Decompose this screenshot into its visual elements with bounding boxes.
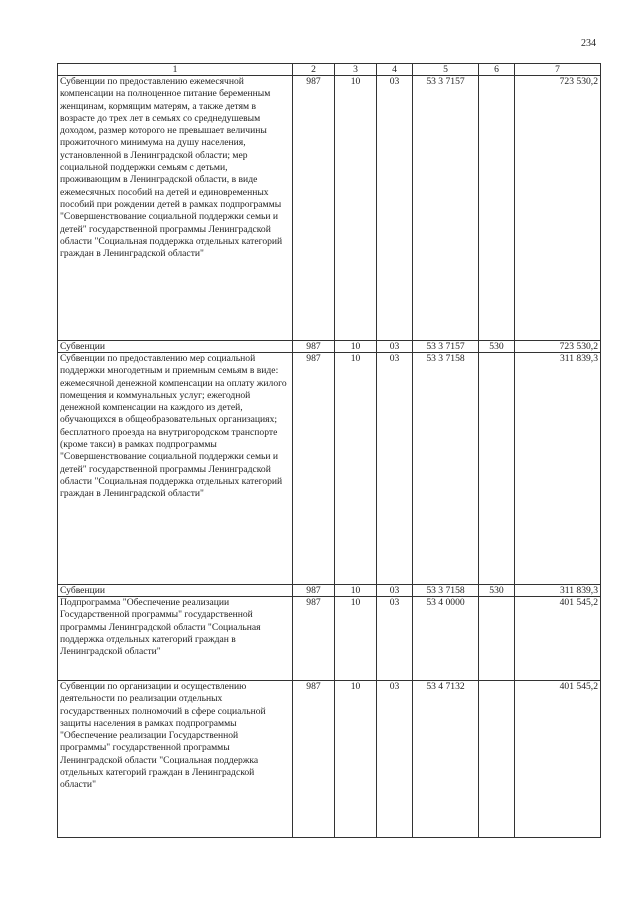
amount: 311 839,3 [515, 585, 601, 597]
target-article-code: 53 4 0000 [413, 597, 479, 681]
expense-type-code [479, 76, 515, 341]
column-header: 3 [335, 64, 377, 76]
item-name: Субвенции по предоставлению ежемесячной компенсации на полноценное питание беременным женщинам, кормящим матерям, а также детям в возрасте до трех лет в семьях со среднедушевым доходом, размер которого не превышает величины прожиточного минимума на душу населения, установленной в Ленинградской области; мер социальной поддержки семьям с детьми, проживающим в Ленинградской области, в виде ежемесячных пособий на детей и единовременных пособий при рождении детей в рамках подпрограммы "Совершенствование социальной поддержки семьи и детей" государственной программы Ленинградской области "Социальная поддержка отдельных категорий граждан в Ленинградской области" [58, 76, 293, 341]
section-code: 10 [335, 353, 377, 585]
budget-table [57, 63, 601, 838]
admin-code: 987 [293, 76, 335, 341]
target-article-code: 53 4 7132 [413, 681, 479, 838]
column-header: 4 [377, 64, 413, 76]
section-code: 10 [335, 585, 377, 597]
table-row [58, 76, 601, 341]
section-code: 10 [335, 341, 377, 353]
subsection-code: 03 [377, 353, 413, 585]
admin-code: 987 [293, 353, 335, 585]
table-row [58, 681, 601, 838]
section-code: 10 [335, 76, 377, 341]
table-row-subtotal [58, 585, 601, 597]
expense-type-code: 530 [479, 341, 515, 353]
column-header: 1 [58, 64, 293, 76]
table-row [58, 597, 601, 681]
amount: 723 530,2 [515, 76, 601, 341]
target-article-code: 53 3 7158 [413, 353, 479, 585]
table-row-subtotal [58, 341, 601, 353]
column-header: 6 [479, 64, 515, 76]
admin-code: 987 [293, 681, 335, 838]
table-row [58, 353, 601, 585]
page-number: 234 [581, 38, 596, 49]
amount: 311 839,3 [515, 353, 601, 585]
column-header: 5 [413, 64, 479, 76]
item-name: Субвенции по организации и осуществлению деятельности по реализации отдельных государственных полномочий в сфере социальной защиты населения в рамках подпрограммы "Обеспечение реализации Государственной программы" государственной программы Ленинградской области "Социальная поддержка отдельных категорий граждан в Ленинградской области" [58, 681, 293, 838]
subsection-code: 03 [377, 597, 413, 681]
expense-type-code [479, 597, 515, 681]
subsection-code: 03 [377, 76, 413, 341]
amount: 401 545,2 [515, 597, 601, 681]
target-article-code: 53 3 7157 [413, 76, 479, 341]
section-code: 10 [335, 681, 377, 838]
admin-code: 987 [293, 597, 335, 681]
column-header: 2 [293, 64, 335, 76]
subsection-code: 03 [377, 585, 413, 597]
expense-type-code: 530 [479, 585, 515, 597]
expense-type-code [479, 353, 515, 585]
admin-code: 987 [293, 585, 335, 597]
admin-code: 987 [293, 341, 335, 353]
column-number-row [58, 64, 601, 76]
target-article-code: 53 3 7158 [413, 585, 479, 597]
section-code: 10 [335, 597, 377, 681]
amount: 401 545,2 [515, 681, 601, 838]
item-name: Субвенции [58, 341, 293, 353]
subsection-code: 03 [377, 681, 413, 838]
item-name: Подпрограмма "Обеспечение реализации Государственной программы" государственной программы Ленинградской области "Социальная поддержка отдельных категорий граждан в Ленинградской области" [58, 597, 293, 681]
amount: 723 530,2 [515, 341, 601, 353]
item-name: Субвенции [58, 585, 293, 597]
expense-type-code [479, 681, 515, 838]
subsection-code: 03 [377, 341, 413, 353]
target-article-code: 53 3 7157 [413, 341, 479, 353]
column-header: 7 [515, 64, 601, 76]
item-name: Субвенции по предоставлению мер социальной поддержки многодетным и приемным семьям в виде: ежемесячной денежной компенсации на оплату жилого помещения и коммунальных услуг; ежегодной денежной компенсации на каждого из детей, обучающихся в общеобразовательных организациях; бесплатного проезда на внутригородском транспорте (кроме такси) в рамках подпрограммы "Совершенствование социальной поддержки семьи и детей" государственной программы Ленинградской области "Социальная поддержка отдельных категорий граждан в Ленинградской области" [58, 353, 293, 585]
